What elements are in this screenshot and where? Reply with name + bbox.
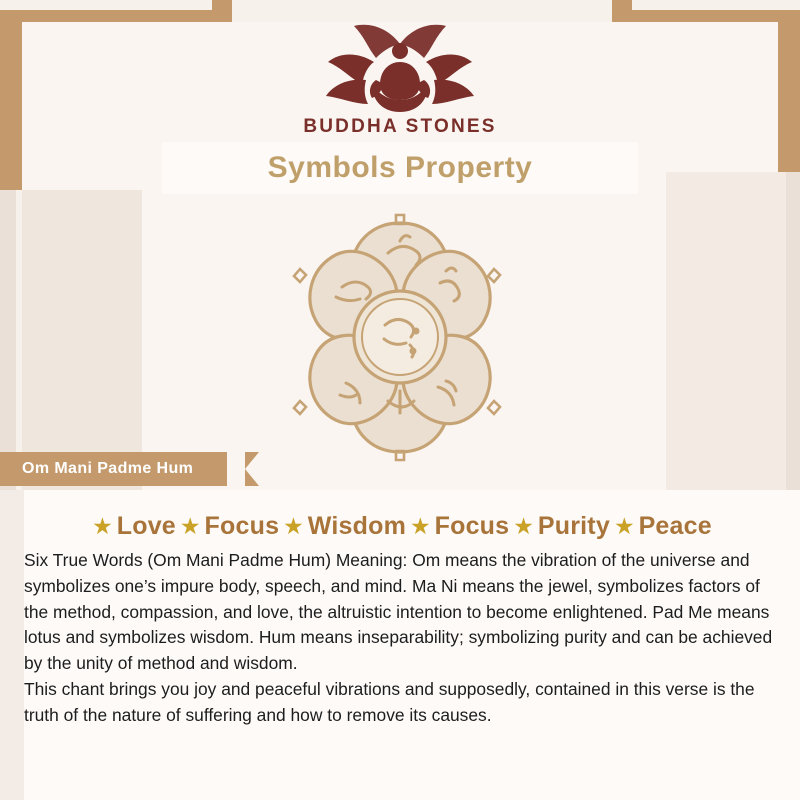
title-plaque <box>162 142 638 194</box>
star-icon: ★ <box>179 513 201 539</box>
keyword-list <box>0 512 800 541</box>
left-wash-panel <box>22 190 142 490</box>
keyword-peace: Peace <box>638 512 712 540</box>
right-rail-secondary <box>786 172 800 492</box>
mandala-container <box>250 205 550 470</box>
top-right-band-inner <box>632 0 800 10</box>
star-icon: ★ <box>513 513 534 539</box>
keyword-purity: Purity <box>537 512 610 540</box>
om-mani-padme-hum-lotus-mandala-icon <box>250 205 550 470</box>
description-section <box>0 490 800 800</box>
right-wash-panel <box>666 172 786 490</box>
brand-header <box>0 18 800 138</box>
keyword-focus-1: Focus <box>204 512 280 540</box>
keyword-wisdom: Wisdom <box>307 512 406 540</box>
top-left-band-inner <box>0 0 212 10</box>
description-text <box>24 548 780 728</box>
star-icon: ★ <box>92 513 113 539</box>
brand-name: BUDDHA STONES <box>303 116 497 137</box>
star-icon: ★ <box>410 513 431 539</box>
page-title: Symbols Property <box>267 151 533 184</box>
ribbon-text: Om Mani Padme Hum <box>22 460 194 477</box>
ribbon-label <box>0 452 227 486</box>
ribbon-tail <box>245 452 259 486</box>
description-paragraph-2: This chant brings you joy and peaceful vibrations and supposedly, contained in this verse is the truth of the nature of suffering and how to remove its causes. <box>24 678 755 725</box>
lotus-meditation-figure-icon <box>310 18 490 114</box>
keyword-love: Love <box>116 512 176 540</box>
star-icon: ★ <box>613 513 635 539</box>
description-paragraph-1: Six True Words (Om Mani Padme Hum) Meaning: Om means the vibration of the universe and symbolizes one’s impure body, speech, and mind. Ma Ni means the jewel, symbolizes factors of the method, compassion, and love, the altruistic intention to become enlightened. Pad Me means lotus and symbolizes wisdom. Hum means inseparability; symbolizing purity and can be achieved by the unity of method and wisdom. <box>24 550 773 673</box>
star-icon: ★ <box>283 513 304 539</box>
keyword-focus-2: Focus <box>434 512 510 540</box>
left-rail-secondary <box>0 190 16 490</box>
